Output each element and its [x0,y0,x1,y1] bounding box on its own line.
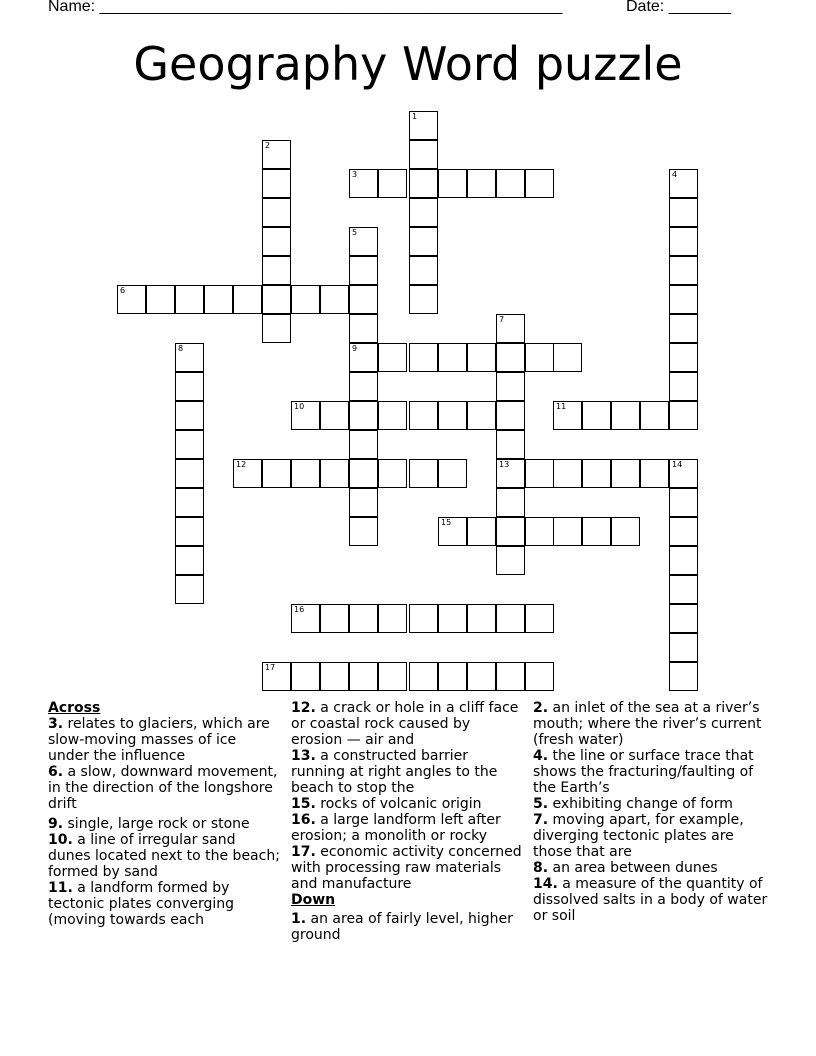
grid-cell[interactable] [349,517,378,546]
clue-number: 2 [265,141,271,150]
grid-cell[interactable] [146,285,175,314]
grid-cell[interactable] [409,140,438,169]
grid-cell[interactable] [262,198,291,227]
grid-cell[interactable] [496,169,525,198]
grid-cell[interactable] [233,285,262,314]
clue-number: 11 [556,402,567,411]
grid-cell[interactable] [175,401,204,430]
grid-cell[interactable] [349,227,378,256]
grid-cell[interactable] [409,401,438,430]
grid-cell[interactable] [669,546,698,575]
grid-cell[interactable] [262,227,291,256]
grid-cell[interactable] [525,604,554,633]
clue-down-7: 7. moving apart, for example, diverging tectonic plates are those that are [533,812,744,860]
grid-cell[interactable] [320,604,349,633]
grid-cell[interactable] [262,285,291,314]
grid-cell[interactable] [409,662,438,691]
grid-cell[interactable] [262,256,291,285]
grid-cell[interactable] [175,285,204,314]
grid-cell[interactable] [496,546,525,575]
name-label: Name: ____________________________________________________ [48,0,563,15]
grid-cell[interactable] [669,343,698,372]
grid-cell[interactable] [496,488,525,517]
grid-cell[interactable] [175,488,204,517]
clue-down-2: 2. an inlet of the sea at a river’s mouth; where the river’s current (fresh water) [533,700,762,748]
clue-across-15: 15. rocks of volcanic origin [291,796,482,812]
grid-cell[interactable] [320,459,349,488]
grid-cell[interactable] [611,401,640,430]
clue-number: 12 [236,460,247,469]
grid-cell[interactable] [467,604,496,633]
clue-across-6: 6. a slow, downward movement, in the direction of the longshore drift [48,764,278,812]
grid-cell[interactable] [378,343,407,372]
clues-column-1 [48,700,280,928]
grid-cell[interactable] [496,372,525,401]
grid-cell[interactable] [669,314,698,343]
clue-across-11: 11. a landform formed by tectonic plates converging (moving towards each [48,880,235,928]
grid-cell[interactable] [349,343,378,372]
grid-cell[interactable] [349,604,378,633]
grid-cell[interactable] [378,604,407,633]
grid-cell[interactable] [669,633,698,662]
clue-across-13: 13. a constructed barrier running at right angles to the beach to stop the [291,748,498,796]
grid-cell[interactable] [496,314,525,343]
grid-cell[interactable] [291,401,320,430]
grid-cell[interactable] [669,169,698,198]
grid-cell[interactable] [553,401,582,430]
grid-cell[interactable] [640,459,669,488]
grid-cell[interactable] [320,662,349,691]
clues-column-2 [291,700,523,943]
grid-cell[interactable] [467,517,496,546]
grid-cell[interactable] [669,227,698,256]
grid-cell[interactable] [378,169,407,198]
grid-cell[interactable] [438,517,467,546]
clue-number: 6 [120,286,126,295]
date-label: Date: _______ [626,0,731,15]
grid-cell[interactable] [582,401,611,430]
grid-cell[interactable] [409,343,438,372]
grid-cell[interactable] [438,169,467,198]
down-heading: Down [291,892,336,908]
clue-number: 9 [352,344,358,353]
grid-cell[interactable] [291,662,320,691]
grid-cell[interactable] [669,604,698,633]
grid-cell[interactable] [262,140,291,169]
grid-cell[interactable] [438,604,467,633]
grid-cell[interactable] [611,459,640,488]
grid-cell[interactable] [669,488,698,517]
clue-number: 13 [499,460,510,469]
clue-across-16: 16. a large landform left after erosion; a monolith or rocky [291,812,501,844]
grid-cell[interactable] [525,343,554,372]
clue-number: 10 [294,402,305,411]
grid-cell[interactable] [349,256,378,285]
grid-cell[interactable] [525,517,554,546]
grid-cell[interactable] [378,459,407,488]
clue-number: 1 [412,112,418,121]
grid-cell[interactable] [349,662,378,691]
grid-cell[interactable] [496,517,525,546]
clue-number: 16 [294,605,305,614]
grid-cell[interactable] [349,169,378,198]
clue-number: 4 [672,170,678,179]
grid-cell[interactable] [525,662,554,691]
puzzle-title: Geography Word puzzle [133,37,683,91]
grid-cell[interactable] [669,285,698,314]
grid-cell[interactable] [349,285,378,314]
grid-cell[interactable] [496,430,525,459]
grid-cell[interactable] [291,459,320,488]
grid-cell[interactable] [496,459,525,488]
grid-cell[interactable] [438,459,467,488]
grid-cell[interactable] [438,662,467,691]
grid-cell[interactable] [262,169,291,198]
clue-number: 5 [352,228,358,237]
clue-down-4: 4. the line or surface trace that shows the fracturing/faulting of the Earth’s [533,748,754,796]
grid-cell[interactable] [669,575,698,604]
grid-cell[interactable] [320,401,349,430]
grid-cell[interactable] [467,401,496,430]
grid-cell[interactable] [409,459,438,488]
grid-cell[interactable] [204,285,233,314]
grid-cell[interactable] [175,372,204,401]
grid-cell[interactable] [553,517,582,546]
grid-cell[interactable] [378,662,407,691]
grid-cell[interactable] [291,285,320,314]
grid-cell[interactable] [669,198,698,227]
grid-cell[interactable] [496,343,525,372]
grid-cell[interactable] [349,401,378,430]
grid-cell[interactable] [496,604,525,633]
grid-cell[interactable] [233,459,262,488]
clue-down-5: 5. exhibiting change of form [533,796,733,812]
grid-cell[interactable] [409,285,438,314]
clue-down-14: 14. a measure of the quantity of dissolved salts in a body of water or soil [533,876,768,924]
grid-cell[interactable] [582,517,611,546]
grid-cell[interactable] [175,459,204,488]
grid-cell[interactable] [175,575,204,604]
grid-cell[interactable] [175,343,204,372]
grid-cell[interactable] [496,662,525,691]
grid-cell[interactable] [669,662,698,691]
clue-across-9: 9. single, large rock or stone [48,816,250,832]
clue-number: 17 [265,663,276,672]
grid-cell[interactable] [669,372,698,401]
grid-cell[interactable] [349,459,378,488]
clue-number: 3 [352,170,358,179]
grid-cell[interactable] [409,198,438,227]
clue-across-3: 3. relates to glaciers, which are slow-moving masses of ice under the influence [48,716,270,764]
clue-across-10: 10. a line of irregular sand dunes located next to the beach; formed by sand [48,832,280,880]
clue-number: 15 [441,518,452,527]
grid-cell[interactable] [438,401,467,430]
grid-cell[interactable] [525,169,554,198]
grid-cell[interactable] [175,546,204,575]
grid-cell[interactable] [582,459,611,488]
clue-across-12: 12. a crack or hole in a cliff face or coastal rock caused by erosion — air and [291,700,519,748]
grid-cell[interactable] [640,401,669,430]
grid-cell[interactable] [349,314,378,343]
grid-cell[interactable] [409,256,438,285]
grid-cell[interactable] [669,459,698,488]
grid-cell[interactable] [349,430,378,459]
grid-cell[interactable] [409,604,438,633]
clue-number: 8 [178,344,184,353]
grid-cell[interactable] [467,662,496,691]
grid-cell[interactable] [669,517,698,546]
grid-cell[interactable] [553,459,582,488]
clue-number: 14 [672,460,683,469]
clues-column-3 [533,700,773,924]
grid-cell[interactable] [262,314,291,343]
grid-cell[interactable] [611,517,640,546]
grid-cell[interactable] [409,169,438,198]
grid-cell[interactable] [409,227,438,256]
grid-cell[interactable] [349,372,378,401]
grid-cell[interactable] [467,343,496,372]
grid-cell[interactable] [175,517,204,546]
grid-cell[interactable] [175,430,204,459]
across-heading: Across [48,700,101,716]
grid-cell[interactable] [262,662,291,691]
grid-cell[interactable] [467,169,496,198]
grid-cell[interactable] [669,256,698,285]
grid-cell[interactable] [438,343,467,372]
clue-number: 7 [499,315,505,324]
clue-across-17: 17. economic activity concerned with processing raw materials and manufacture [291,844,522,892]
grid-cell[interactable] [553,343,582,372]
grid-cell[interactable] [349,488,378,517]
clue-down-8: 8. an area between dunes [533,860,718,876]
grid-cell[interactable] [320,285,349,314]
grid-cell[interactable] [262,459,291,488]
grid-cell[interactable] [669,401,698,430]
grid-cell[interactable] [496,401,525,430]
grid-cell[interactable] [525,459,554,488]
grid-cell[interactable] [291,604,320,633]
clue-down-1: 1. an area of fairly level, higher ground [291,911,513,943]
grid-cell[interactable] [117,285,146,314]
grid-cell[interactable] [378,401,407,430]
grid-cell[interactable] [409,111,438,140]
